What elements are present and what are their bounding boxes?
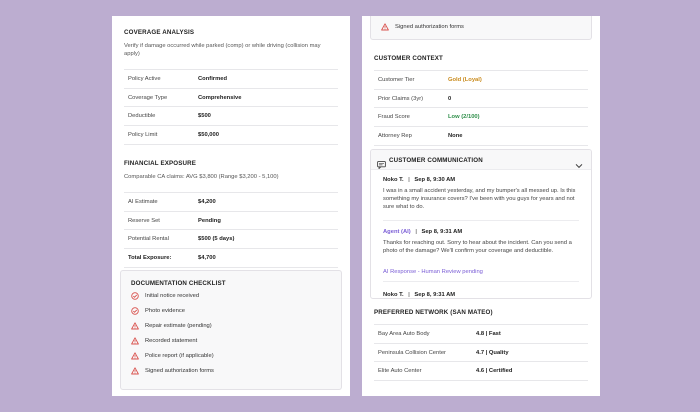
financial-exposure-title: FINANCIAL EXPOSURE — [124, 160, 197, 167]
table-row-total — [124, 249, 338, 268]
row-label: Prior Claims (3yr) — [374, 89, 444, 108]
divider — [383, 220, 579, 221]
message-time: Sep 8, 9:31 AM — [421, 229, 463, 235]
row-label: Elite Auto Center — [374, 362, 472, 381]
message-sender: Noko T. — [383, 177, 404, 183]
row-label: Attorney Rep — [374, 127, 444, 146]
table-row — [124, 126, 338, 145]
warning-icon — [381, 23, 389, 31]
message-sender: Agent (AI) — [383, 229, 411, 235]
row-label: Customer Tier — [374, 71, 444, 90]
separator: | — [415, 229, 417, 235]
message-time: Sep 8, 9:30 AM — [414, 177, 456, 183]
checklist-item-label: Repair estimate (pending) — [145, 323, 212, 329]
separator: | — [408, 292, 410, 298]
checklist-item-label: Police report (if applicable) — [145, 353, 214, 359]
row-value: Gold (Loyal) — [444, 71, 588, 90]
checklist-item[interactable] — [131, 352, 214, 360]
message-text: I was in a small accident yesterday, and my bumper's all messed up. Is this something my insurance covers? I've been with you guys for years and not sure what to do. — [383, 188, 576, 211]
warning-icon — [131, 367, 139, 375]
communication-title: CUSTOMER COMMUNICATION — [389, 157, 483, 164]
communication-header[interactable] — [371, 150, 591, 170]
financial-description: Comparable CA claims: AVG $3,800 (Range $3,200 - 5,100) — [124, 174, 279, 180]
row-value: 4.6 | Certified — [472, 362, 588, 381]
message-header — [383, 292, 455, 298]
row-label: Total Exposure: — [124, 249, 194, 268]
network-table — [374, 324, 588, 381]
row-value: $4,200 — [194, 193, 338, 212]
row-value: 4.7 | Quality — [472, 343, 588, 362]
row-label: Coverage Type — [124, 88, 194, 107]
row-label: Potential Rental — [124, 230, 194, 249]
separator: | — [408, 177, 410, 183]
warning-icon — [131, 337, 139, 345]
message-header — [383, 177, 455, 183]
row-label: Bay Area Auto Body — [374, 325, 472, 344]
checklist-item-label: Recorded statement — [145, 338, 198, 344]
table-row — [124, 107, 338, 126]
table-row — [124, 88, 338, 107]
check-circle-icon — [131, 292, 139, 300]
table-row — [374, 89, 588, 108]
documentation-checklist — [120, 270, 342, 390]
checklist-item-label: Signed authorization forms — [395, 24, 464, 30]
row-value: $4,700 — [194, 249, 338, 268]
customer-context-title: CUSTOMER CONTEXT — [374, 55, 443, 62]
left-panel — [112, 16, 350, 396]
row-value: $50,000 — [194, 126, 338, 145]
row-label: Peninsula Collision Center — [374, 343, 472, 362]
table-row — [374, 127, 588, 146]
row-value: Pending — [194, 211, 338, 230]
row-value: $500 (5 days) — [194, 230, 338, 249]
checklist-item[interactable] — [131, 307, 185, 315]
row-value: 0 — [444, 89, 588, 108]
row-value: Low (2/100) — [444, 108, 588, 127]
message-header — [383, 229, 462, 235]
checklist-item-label: Photo evidence — [145, 308, 185, 314]
checklist-item[interactable] — [131, 292, 199, 300]
checklist-item[interactable] — [131, 337, 197, 345]
checklist-item[interactable] — [131, 322, 212, 330]
warning-icon — [131, 352, 139, 360]
checklist-item-label: Initial notice received — [145, 293, 200, 299]
row-label: Fraud Score — [374, 108, 444, 127]
message-time: Sep 8, 9:31 AM — [414, 292, 456, 298]
chevron-down-icon[interactable] — [575, 156, 583, 174]
row-value: Confirmed — [194, 70, 338, 89]
preferred-network-title: PREFERRED NETWORK (SAN MATEO) — [374, 309, 493, 316]
row-label: Policy Active — [124, 70, 194, 89]
financial-table — [124, 192, 338, 268]
warning-icon — [131, 322, 139, 330]
row-label: Policy Limit — [124, 126, 194, 145]
table-row — [374, 108, 588, 127]
checklist-item[interactable] — [131, 367, 214, 375]
ai-review-note: AI Response - Human Review pending — [383, 269, 483, 275]
table-row[interactable] — [374, 343, 588, 362]
checklist-title: DOCUMENTATION CHECKLIST — [131, 280, 226, 287]
chat-icon — [377, 156, 386, 174]
coverage-description: Verify if damage occurred while parked (comp) or while driving (collision may apply) — [124, 43, 321, 58]
checklist-tail — [370, 16, 592, 40]
table-row[interactable] — [374, 362, 588, 381]
table-row — [124, 193, 338, 212]
row-value: 4.8 | Fast — [472, 325, 588, 344]
coverage-table — [124, 69, 338, 145]
row-label: Deductible — [124, 107, 194, 126]
table-row — [374, 71, 588, 90]
table-row — [124, 70, 338, 89]
customer-communication-panel — [370, 149, 592, 299]
table-row — [124, 211, 338, 230]
check-circle-icon — [131, 307, 139, 315]
checklist-item-label: Signed authorization forms — [145, 368, 214, 374]
row-value: None — [444, 127, 588, 146]
right-panel — [362, 16, 600, 396]
row-label: Reserve Set — [124, 211, 194, 230]
divider — [383, 281, 579, 282]
message-sender: Noko T. — [383, 292, 404, 298]
checklist-item[interactable] — [381, 23, 464, 31]
coverage-analysis-title: COVERAGE ANALYSIS — [124, 29, 195, 36]
row-value: $500 — [194, 107, 338, 126]
message-text: Thanks for reaching out. Sorry to hear about the incident. Can you send a photo of the damage? We'll confirm your coverage and deductible. — [383, 240, 572, 255]
row-value: Comprehensive — [194, 88, 338, 107]
customer-context-table — [374, 70, 588, 146]
table-row — [124, 230, 338, 249]
row-label: AI Estimate — [124, 193, 194, 212]
table-row[interactable] — [374, 325, 588, 344]
